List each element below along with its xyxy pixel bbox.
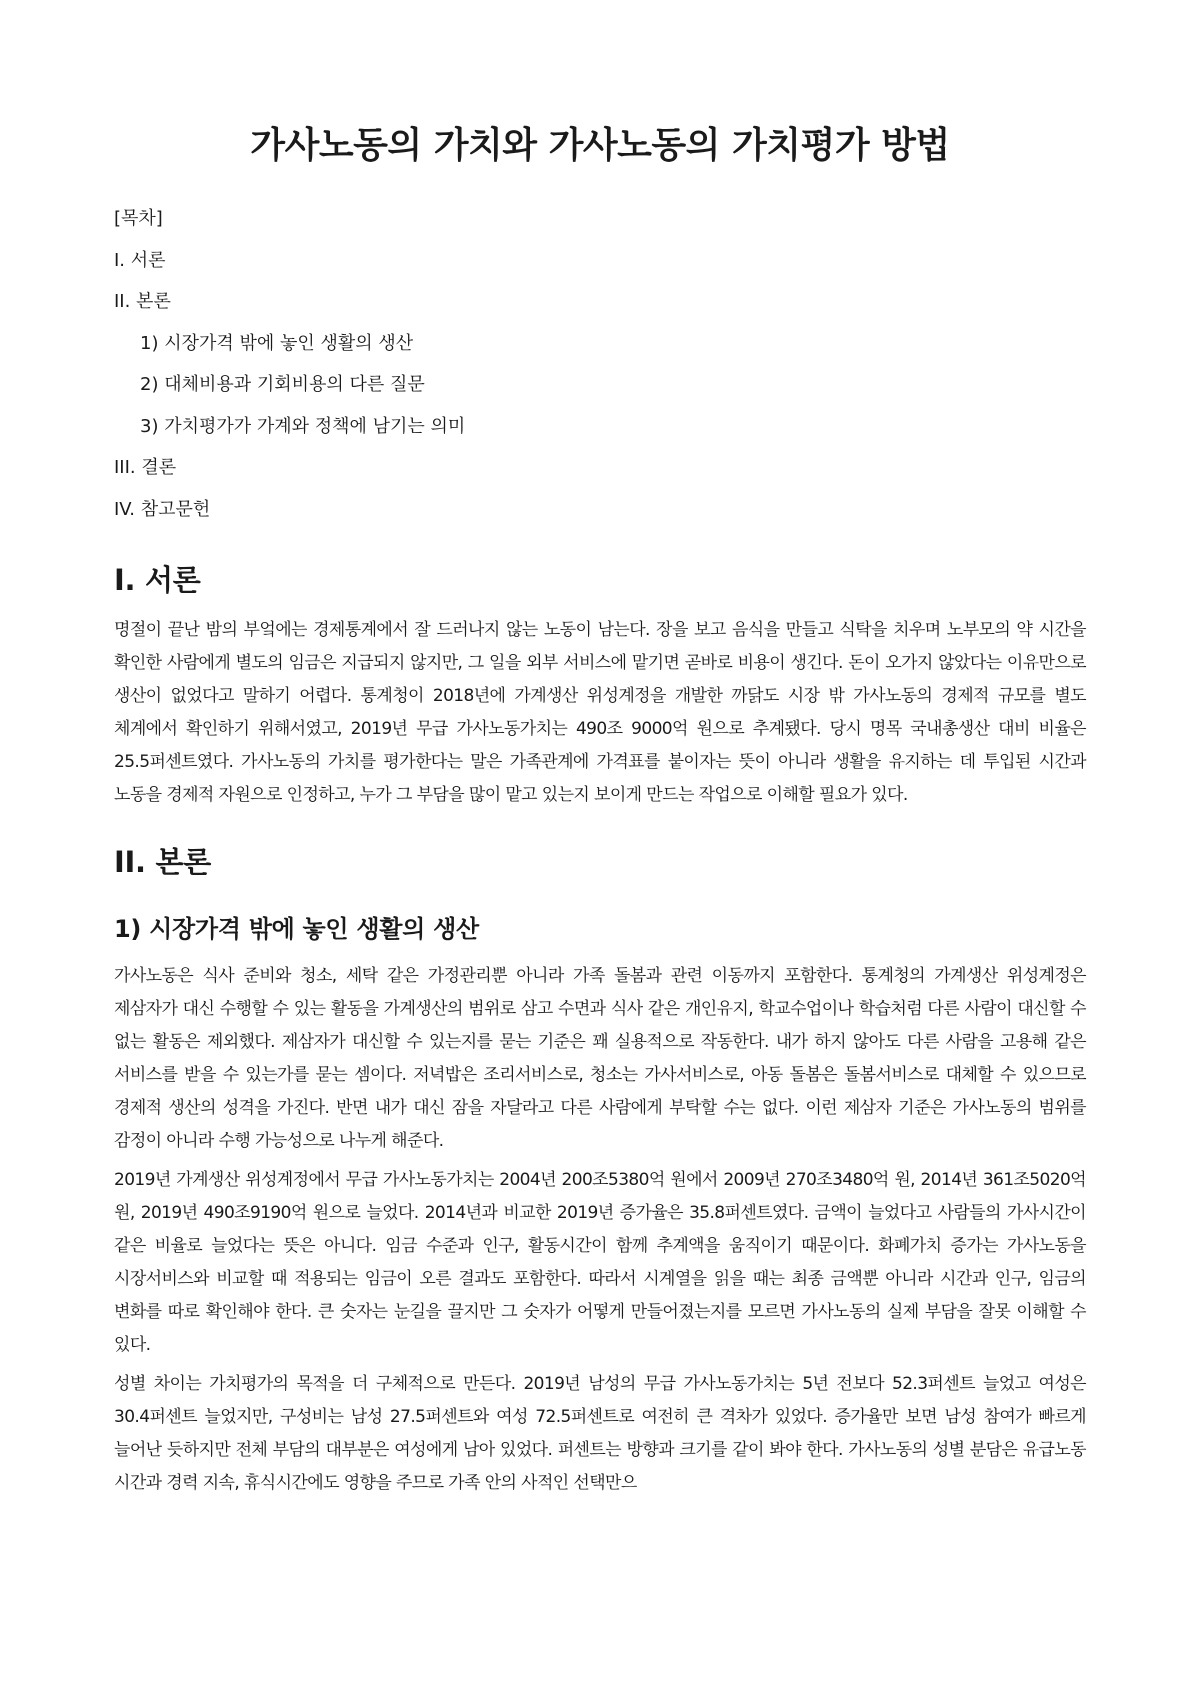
- toc-item-references: IV. 참고문헌: [114, 498, 211, 520]
- section-introduction: [114, 560, 1086, 812]
- section-heading-introduction: I. 서론: [114, 563, 201, 597]
- toc-item-conclusion: III. 결론: [114, 457, 177, 478]
- table-of-contents: [114, 198, 1086, 530]
- paragraph: 명절이 끝난 밤의 부엌에는 경제통계에서 잘 드러나지 않는 노동이 남는다. 장을 보고 음식을 만들고 식탁을 치우며 노부모의 약 시간을 확인한 사람에게 별도의 임금은 지급되지 않지만, 그 일을 외부 서비스에 맡기면 곧바로 비용이 생긴다. 돈이 오가지 않았다는 이유만으로 생산이 없었다고 말하기 어렵다. 통계청이 2018년에 가계생산 위성계정을 개발한 까닭도 시장 밖 가사노동의 경제적 규모를 별도 체계에서 확인하기 위해서였고, 2019년 무급 가사노동가치는 490조 9000억 원으로 추계됐다. 당시 명목 국내총생산 대비 비율은 25.5퍼센트였다. 가사노동의 가치를 평가한다는 말은 가족관계에 가격표를 붙이자는 뜻이 아니라 생활을 유지하는 데 투입된 시간과 노동을 경제적 자원으로 인정하고, 누가 그 부담을 많이 맡고 있는지 보이게 만드는 작업으로 이해할 필요가 있다.: [114, 620, 1086, 805]
- toc-item-introduction: I. 서론: [114, 249, 166, 271]
- toc-item-body-3: 3) 가치평가가 가계와 정책에 남기는 의미: [140, 415, 466, 437]
- paragraph: 2019년 가계생산 위성계정에서 무급 가사노동가치는 2004년 200조5380억 원에서 2009년 270조3480억 원, 2014년 361조5020억 원, 2019년 490조9190억 원으로 늘었다. 2014년과 비교한 2019년 증가율은 35.8퍼센트였다. 금액이 늘었다고 사람들의 가사시간이 같은 비율로 늘었다는 뜻은 아니다. 임금 수준과 인구, 활동시간이 함께 추계액을 움직이기 때문이다. 화폐가치 증가는 가사노동을 시장서비스와 비교할 때 적용되는 임금이 오른 결과도 포함한다. 따라서 시계열을 읽을 때는 최종 금액뿐 아니라 시간과 인구, 임금의 변화를 따로 확인해야 한다. 큰 숫자는 눈길을 끌지만 그 숫자가 어떻게 만들어졌는지를 모르면 가사노동의 실제 부담을 잘못 이해할 수 있다.: [114, 1170, 1086, 1355]
- subsection-heading-1: 1) 시장가격 밖에 놓인 생활의 생산: [114, 915, 479, 943]
- toc-item-body-2: 2) 대체비용과 기회비용의 다른 질문: [140, 374, 425, 395]
- paragraph: 성별 차이는 가치평가의 목적을 더 구체적으로 만든다. 2019년 남성의 무급 가사노동가치는 5년 전보다 52.3퍼센트 늘었고 여성은 30.4퍼센트 늘었지만, 구성비는 남성 27.5퍼센트와 여성 72.5퍼센트로 여전히 큰 격차가 있었다. 증가율만 보면 남성 참여가 빠르게 늘어난 듯하지만 전체 부담의 대부분은 여성에게 남아 있었다. 퍼센트는 방향과 크기를 같이 봐야 한다. 가사노동의 성별 분담은 유급노동 시간과 경력 지속, 휴식시간에도 영향을 주므로 가족 안의 사적인 선택만으: [114, 1374, 1086, 1493]
- paragraph: 가사노동은 식사 준비와 청소, 세탁 같은 가정관리뿐 아니라 가족 돌봄과 관련 이동까지 포함한다. 통계청의 가계생산 위성계정은 제삼자가 대신 수행할 수 있는 활동을 가계생산의 범위로 삼고 수면과 식사 같은 개인유지, 학교수업이나 학습처럼 다른 사람이 대신할 수 없는 활동은 제외했다. 제삼자가 대신할 수 있는지를 묻는 기준은 꽤 실용적으로 작동한다. 내가 하지 않아도 다른 사람을 고용해 같은 서비스를 받을 수 있는가를 묻는 셈이다. 저녁밥은 조리서비스로, 청소는 가사서비스로, 아동 돌봄은 돌봄서비스로 대체할 수 있으므로 경제적 생산의 성격을 가진다. 반면 내가 대신 잠을 자달라고 다른 사람에게 부탁할 수는 없다. 이런 제삼자 기준은 가사노동의 범위를 감정이 아니라 수행 가능성으로 나누게 해준다.: [114, 966, 1086, 1151]
- toc-item-body: II. 본론: [114, 291, 171, 312]
- toc-item-body-1: 1) 시장가격 밖에 놓인 생활의 생산: [140, 332, 414, 354]
- section-body: [114, 842, 1086, 1500]
- document-title: 가사노동의 가치와 가사노동의 가치평가 방법: [250, 125, 950, 166]
- toc-label: [목차]: [114, 208, 163, 229]
- section-heading-body: II. 본론: [114, 845, 211, 879]
